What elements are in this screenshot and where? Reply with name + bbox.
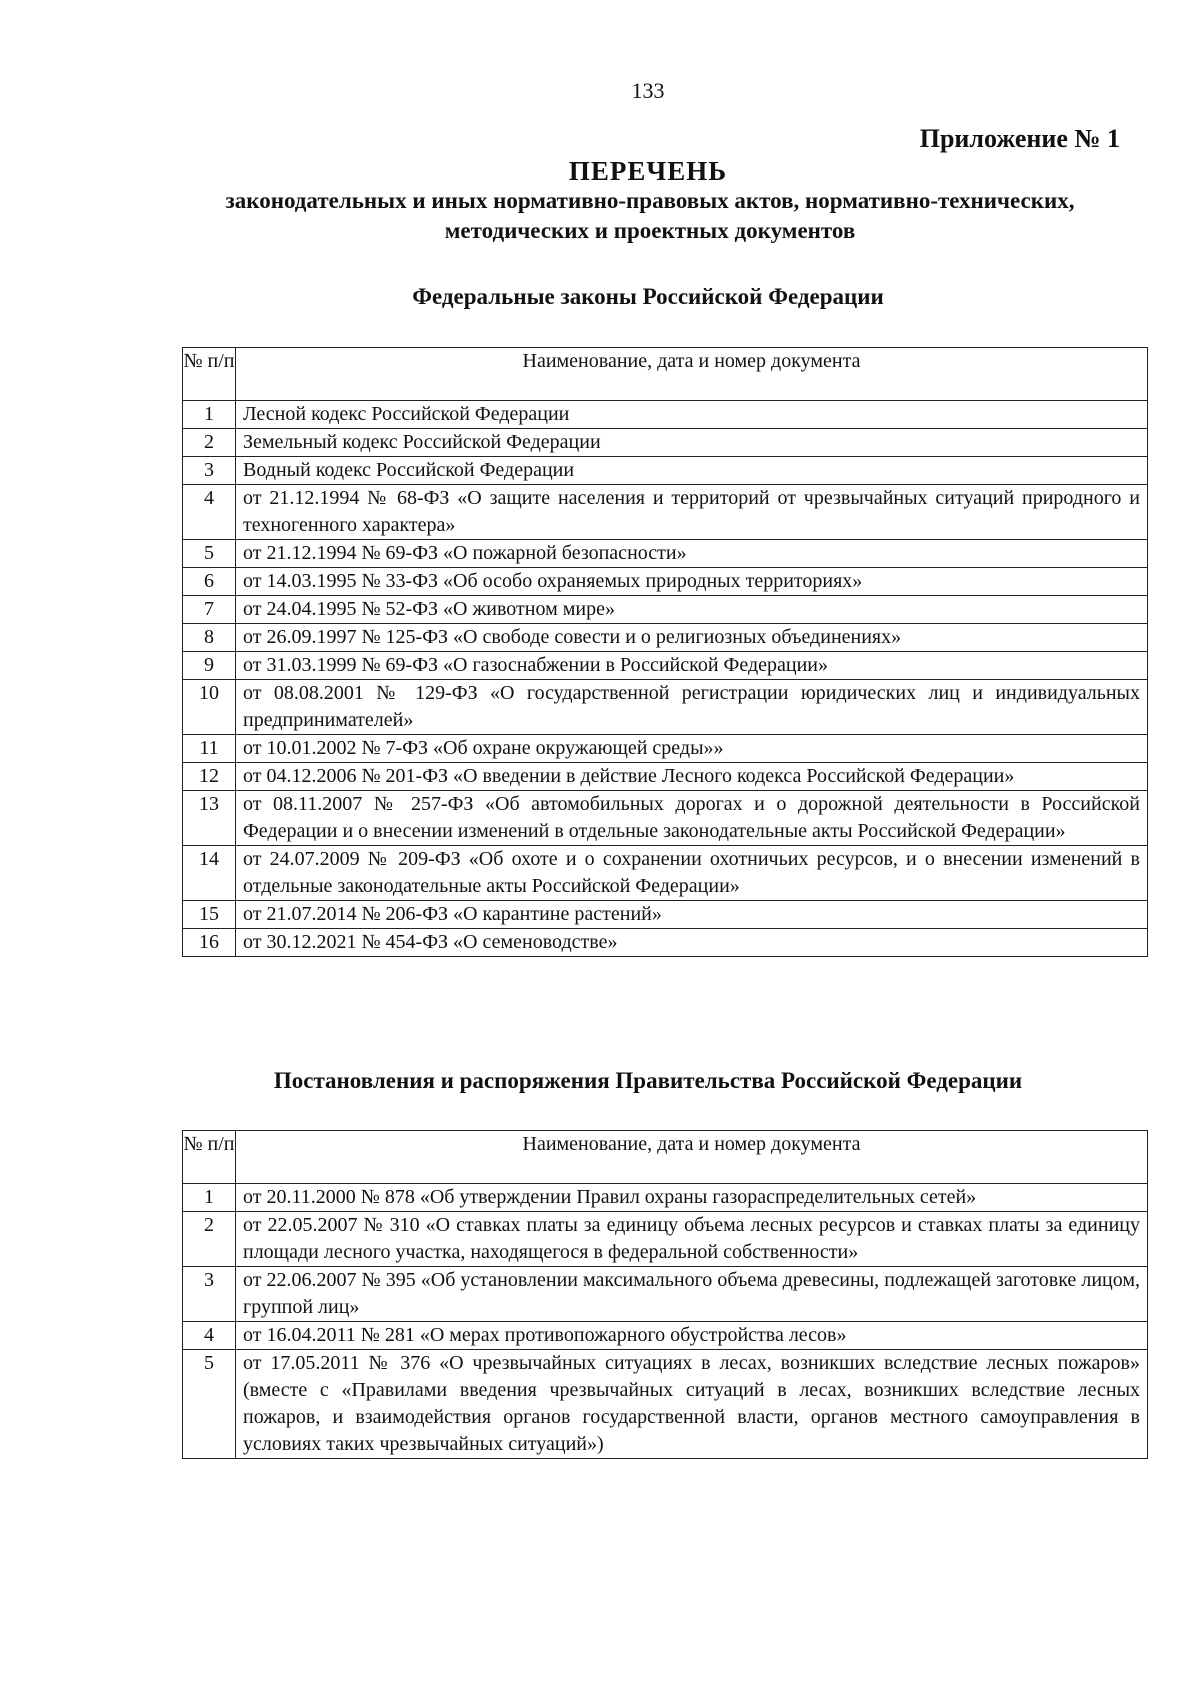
row-document-name: от 20.11.2000 № 878 «Об утверждении Правил охраны газораспределительных сетей» xyxy=(236,1184,1148,1212)
row-number: 1 xyxy=(183,1184,236,1212)
table-header-row xyxy=(183,1131,1148,1184)
table-row xyxy=(183,401,1148,429)
appendix-label: Приложение № 1 xyxy=(919,124,1120,153)
row-number: 11 xyxy=(183,735,236,763)
table-row xyxy=(183,1322,1148,1350)
row-number: 15 xyxy=(183,901,236,929)
table-row xyxy=(183,624,1148,652)
row-number: 10 xyxy=(183,680,236,735)
row-number: 5 xyxy=(183,1350,236,1459)
row-document-name: от 04.12.2006 № 201-ФЗ «О введении в действие Лесного кодекса Российской Федерации» xyxy=(236,763,1148,791)
row-number: 4 xyxy=(183,1322,236,1350)
page-number: 133 xyxy=(631,78,665,103)
row-document-name: от 16.04.2011 № 281 «О мерах противопожарного обустройства лесов» xyxy=(236,1322,1148,1350)
table-row xyxy=(183,652,1148,680)
table-row xyxy=(183,596,1148,624)
row-document-name: от 21.12.1994 № 68-ФЗ «О защите населения и территорий от чрезвычайных ситуаций природного и техногенного характера» xyxy=(236,485,1148,540)
row-document-name: от 17.05.2011 № 376 «О чрезвычайных ситуациях в лесах, возникших вследствие лесных пожаров» (вместе с «Правилами введения чрезвычайных ситуаций в лесах, возникших вследствие лесных пожаров, и взаимодействия органов государственной власти, органов местного самоуправления в условиях таких чрезвычайных ситуаций») xyxy=(236,1350,1148,1459)
row-number: 16 xyxy=(183,929,236,957)
table-row xyxy=(183,457,1148,485)
row-document-name: от 24.07.2009 № 209-ФЗ «Об охоте и о сохранении охотничьих ресурсов, и о внесении изменений в отдельные законодательные акты Российской Федерации» xyxy=(236,846,1148,901)
government-decrees-table xyxy=(182,1130,1148,1459)
table-row xyxy=(183,568,1148,596)
header-number: № п/п xyxy=(183,348,236,401)
section-title-government-decrees: Постановления и распоряжения Правительства Российской Федерации xyxy=(273,1068,1023,1093)
row-document-name: Водный кодекс Российской Федерации xyxy=(236,457,1148,485)
row-number: 3 xyxy=(183,457,236,485)
table-row xyxy=(183,540,1148,568)
table-header-row xyxy=(183,348,1148,401)
row-document-name: от 22.06.2007 № 395 «Об установлении максимального объема древесины, подлежащей заготовке лицом, группой лиц» xyxy=(236,1267,1148,1322)
row-number: 6 xyxy=(183,568,236,596)
row-document-name: от 22.05.2007 № 310 «О ставках платы за единицу объема лесных ресурсов и ставках платы за единицу площади лесного участка, находящегося в федеральной собственности» xyxy=(236,1212,1148,1267)
table-row xyxy=(183,1212,1148,1267)
header-document-name: Наименование, дата и номер документа xyxy=(236,1131,1148,1184)
row-number: 3 xyxy=(183,1267,236,1322)
table-row xyxy=(183,429,1148,457)
row-document-name: от 24.04.1995 № 52-ФЗ «О животном мире» xyxy=(236,596,1148,624)
row-document-name: от 31.03.1999 № 69-ФЗ «О газоснабжении в Российской Федерации» xyxy=(236,652,1148,680)
row-document-name: от 08.11.2007 № 257-ФЗ «Об автомобильных дорогах и о дорожной деятельности в Российской Федерации и о внесении изменений в отдельные законодательные акты Российской Федерации» xyxy=(236,791,1148,846)
table-row xyxy=(183,901,1148,929)
row-document-name: от 26.09.1997 № 125-ФЗ «О свободе совести и о религиозных объединениях» xyxy=(236,624,1148,652)
row-number: 2 xyxy=(183,1212,236,1267)
row-document-name: от 21.12.1994 № 69-ФЗ «О пожарной безопасности» xyxy=(236,540,1148,568)
row-number: 8 xyxy=(183,624,236,652)
row-document-name: Лесной кодекс Российской Федерации xyxy=(236,401,1148,429)
table-row xyxy=(183,1184,1148,1212)
row-document-name: Земельный кодекс Российской Федерации xyxy=(236,429,1148,457)
row-number: 1 xyxy=(183,401,236,429)
table-row xyxy=(183,1350,1148,1459)
row-number: 7 xyxy=(183,596,236,624)
table-row xyxy=(183,485,1148,540)
row-document-name: от 30.12.2021 № 454-ФЗ «О семеноводстве» xyxy=(236,929,1148,957)
row-document-name: от 10.01.2002 № 7-ФЗ «Об охране окружающей среды»» xyxy=(236,735,1148,763)
row-number: 14 xyxy=(183,846,236,901)
header-document-name: Наименование, дата и номер документа xyxy=(236,348,1148,401)
table-row xyxy=(183,929,1148,957)
federal-laws-table xyxy=(182,347,1148,957)
row-document-name: от 21.07.2014 № 206-ФЗ «О карантине растений» xyxy=(236,901,1148,929)
row-number: 2 xyxy=(183,429,236,457)
document-title: ПЕРЕЧЕНЬ xyxy=(568,156,728,186)
row-number: 9 xyxy=(183,652,236,680)
row-document-name: от 14.03.1995 № 33-ФЗ «Об особо охраняемых природных территориях» xyxy=(236,568,1148,596)
row-number: 12 xyxy=(183,763,236,791)
table-row xyxy=(183,680,1148,735)
table-row xyxy=(183,1267,1148,1322)
header-number: № п/п xyxy=(183,1131,236,1184)
row-number: 5 xyxy=(183,540,236,568)
table-row xyxy=(183,763,1148,791)
row-document-name: от 08.08.2001 № 129-ФЗ «О государственной регистрации юридических лиц и индивидуальных предпринимателей» xyxy=(236,680,1148,735)
row-number: 13 xyxy=(183,791,236,846)
row-number: 4 xyxy=(183,485,236,540)
document-subtitle: законодательных и иных нормативно-правовых актов, нормативно-технических, методических и проектных документов xyxy=(225,188,1075,243)
table-row xyxy=(183,735,1148,763)
table-row xyxy=(183,791,1148,846)
table-row xyxy=(183,846,1148,901)
section-title-federal-laws: Федеральные законы Российской Федерации xyxy=(412,284,884,309)
